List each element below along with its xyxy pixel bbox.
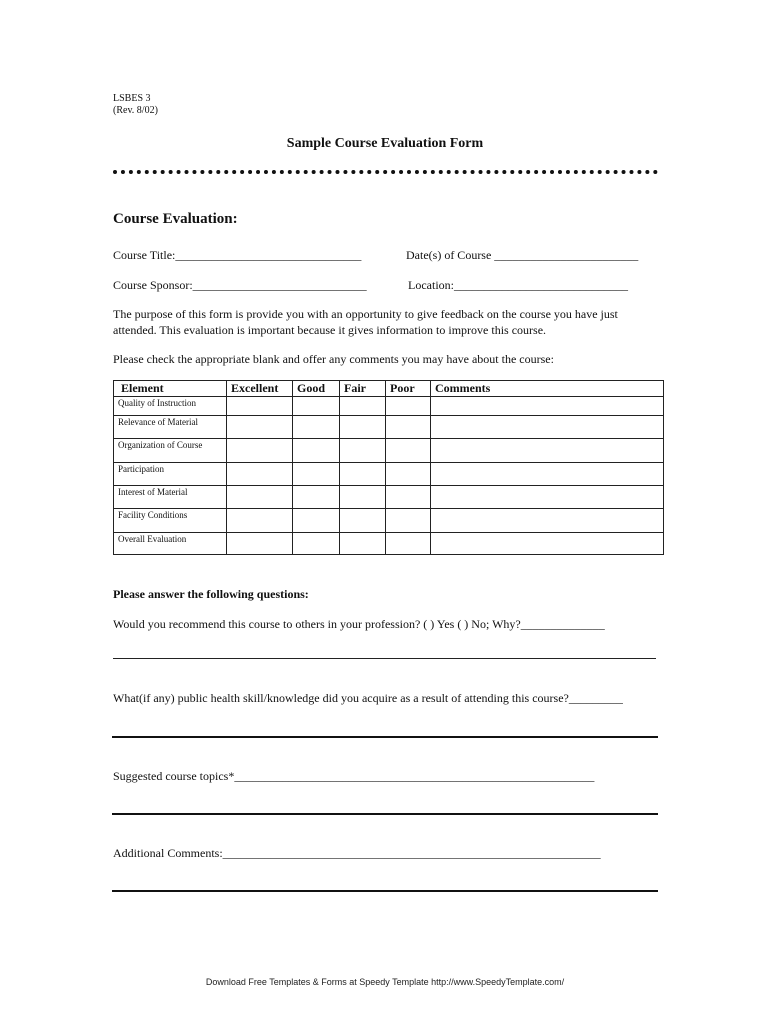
table-row: [114, 463, 664, 486]
good-cell[interactable]: [293, 463, 340, 486]
excellent-cell[interactable]: [227, 416, 293, 439]
answer-line[interactable]: [112, 813, 658, 815]
course-dates-field[interactable]: Date(s) of Course ________________________: [406, 248, 639, 262]
poor-cell[interactable]: [386, 463, 431, 486]
column-header-comments: Comments: [431, 381, 664, 397]
comments-cell[interactable]: [431, 416, 664, 439]
footer-text: Download Free Templates & Forms at Speedy Template http://www.SpeedyTemplate.com/: [205, 977, 565, 987]
table-header-row: [114, 381, 664, 397]
excellent-cell[interactable]: [227, 486, 293, 509]
question-suggested-topics[interactable]: Suggested course topics*____________________________________________________________: [113, 769, 595, 783]
page-title: Sample Course Evaluation Form: [286, 136, 484, 151]
good-cell[interactable]: [293, 533, 340, 555]
comments-cell[interactable]: [431, 486, 664, 509]
form-code: LSBES 3: [113, 93, 151, 104]
fair-cell[interactable]: [340, 416, 386, 439]
answer-line[interactable]: [112, 736, 658, 738]
comments-cell[interactable]: [431, 533, 664, 555]
fair-cell[interactable]: [340, 486, 386, 509]
column-header-excellent: Excellent: [227, 381, 293, 397]
section-title: Course Evaluation:: [113, 211, 238, 227]
dotted-divider: [113, 170, 658, 174]
column-header-good: Good: [293, 381, 340, 397]
answer-line[interactable]: [112, 890, 658, 892]
fair-cell[interactable]: [340, 397, 386, 416]
good-cell[interactable]: [293, 416, 340, 439]
good-cell[interactable]: [293, 486, 340, 509]
question-skill-acquired[interactable]: What(if any) public health skill/knowledge did you acquire as a result of attending this course?_________: [113, 691, 623, 705]
poor-cell[interactable]: [386, 486, 431, 509]
table-row: [114, 486, 664, 509]
purpose-paragraph: The purpose of this form is provide you with an opportunity to give feedback on the course you have just attended. This evaluation is important because it gives information to improve this course.: [113, 307, 618, 337]
course-sponsor-field[interactable]: Course Sponsor:_____________________________: [113, 278, 367, 292]
table-row: [114, 439, 664, 463]
question-additional-comments[interactable]: Additional Comments:_______________________________________________________________: [113, 846, 601, 860]
comments-cell[interactable]: [431, 439, 664, 463]
table-row: [114, 416, 664, 439]
column-header-fair: Fair: [340, 381, 386, 397]
course-title-field[interactable]: Course Title:_______________________________: [113, 248, 362, 262]
location-field[interactable]: Location:_____________________________: [408, 278, 628, 292]
excellent-cell[interactable]: [227, 533, 293, 555]
excellent-cell[interactable]: [227, 397, 293, 416]
comments-cell[interactable]: [431, 463, 664, 486]
evaluation-table: [113, 380, 664, 555]
row-label: Participation: [114, 463, 227, 486]
questions-heading: Please answer the following questions:: [113, 587, 309, 601]
column-header-poor: Poor: [386, 381, 431, 397]
excellent-cell[interactable]: [227, 509, 293, 533]
comments-cell[interactable]: [431, 397, 664, 416]
form-code-header: [113, 93, 158, 117]
fair-cell[interactable]: [340, 439, 386, 463]
row-label: Facility Conditions: [114, 509, 227, 533]
row-label: Relevance of Material: [114, 416, 227, 439]
row-label: Overall Evaluation: [114, 533, 227, 555]
row-label: Quality of Instruction: [114, 397, 227, 416]
good-cell[interactable]: [293, 509, 340, 533]
good-cell[interactable]: [293, 397, 340, 416]
table-row: [114, 397, 664, 416]
table-row: [114, 533, 664, 555]
comments-cell[interactable]: [431, 509, 664, 533]
good-cell[interactable]: [293, 439, 340, 463]
excellent-cell[interactable]: [227, 463, 293, 486]
fair-cell[interactable]: [340, 509, 386, 533]
column-header-element: Element: [114, 381, 227, 397]
poor-cell[interactable]: [386, 533, 431, 555]
fair-cell[interactable]: [340, 533, 386, 555]
instruction-paragraph: Please check the appropriate blank and offer any comments you may have about the course:: [113, 352, 554, 366]
form-revision: (Rev. 8/02): [113, 105, 158, 116]
question-recommend[interactable]: Would you recommend this course to others in your profession? ( ) Yes ( ) No; Why?______________: [113, 617, 605, 631]
poor-cell[interactable]: [386, 416, 431, 439]
answer-line[interactable]: [113, 658, 656, 659]
row-label: Interest of Material: [114, 486, 227, 509]
poor-cell[interactable]: [386, 439, 431, 463]
row-label: Organization of Course: [114, 439, 227, 463]
poor-cell[interactable]: [386, 397, 431, 416]
table-row: [114, 509, 664, 533]
poor-cell[interactable]: [386, 509, 431, 533]
fair-cell[interactable]: [340, 463, 386, 486]
excellent-cell[interactable]: [227, 439, 293, 463]
